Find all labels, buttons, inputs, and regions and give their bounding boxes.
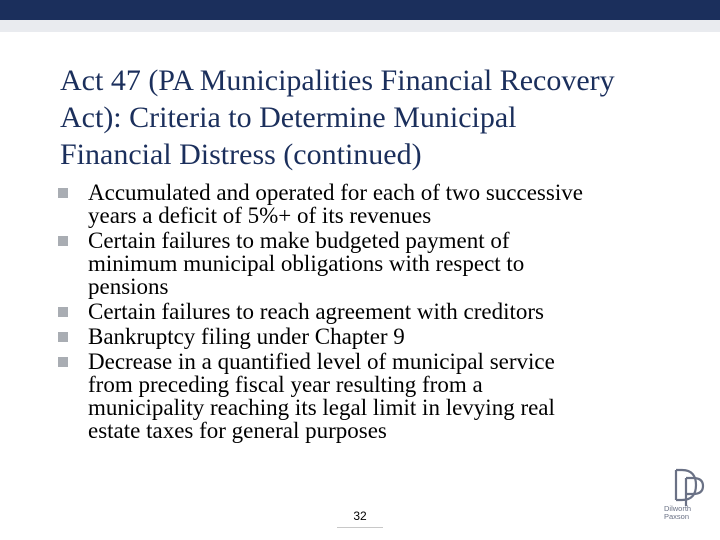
- square-bullet-icon: [58, 188, 68, 198]
- page-number-rule: [337, 527, 383, 528]
- bullet-text: [88, 350, 658, 442]
- logo-word: Paxson: [664, 512, 690, 521]
- bullet-item: [58, 300, 658, 323]
- bullet-line: Accumulated and operated for each of two successive: [88, 180, 583, 205]
- logo-wordmark: [664, 505, 716, 521]
- square-bullet-icon: [58, 357, 68, 367]
- bullet-text: [88, 300, 658, 323]
- logo-word: Dilworth: [664, 504, 692, 513]
- bullet-text: [88, 325, 658, 348]
- title-line: Act): Criteria to Determine Municipal: [60, 101, 517, 134]
- header-bar: [0, 0, 720, 20]
- bullet-line: Certain failures to reach agreement with creditors: [88, 299, 544, 324]
- page-number: 32: [353, 509, 367, 523]
- bullet-line: municipality reaching its legal limit in levying real: [88, 395, 555, 420]
- title-line: Act 47 (PA Municipalities Financial Recovery: [60, 64, 615, 97]
- bullet-text: [88, 181, 658, 227]
- slide-title: [60, 62, 680, 173]
- bullet-line: pensions: [88, 274, 169, 299]
- bullet-line: from preceding fiscal year resulting from a: [88, 372, 483, 397]
- bullet-item: [58, 229, 658, 298]
- square-bullet-icon: [58, 236, 68, 246]
- bullet-text: [88, 229, 658, 298]
- bullet-item: [58, 181, 658, 227]
- bullet-line: Certain failures to make budgeted payment of: [88, 228, 510, 253]
- bullet-line: minimum municipal obligations with respect to: [88, 251, 525, 276]
- bullet-item: [58, 325, 658, 348]
- bullet-list: [58, 181, 658, 444]
- square-bullet-icon: [58, 332, 68, 342]
- header-stripe: [0, 20, 720, 32]
- title-line: Financial Distress (continued): [60, 138, 422, 171]
- bullet-item: [58, 350, 658, 442]
- bullet-line: estate taxes for general purposes: [88, 418, 387, 443]
- bullet-line: Decrease in a quantified level of municipal service: [88, 349, 555, 374]
- bullet-line: Bankruptcy filing under Chapter 9: [88, 324, 405, 349]
- bullet-line: years a deficit of 5%+ of its revenues: [88, 203, 432, 228]
- square-bullet-icon: [58, 307, 68, 317]
